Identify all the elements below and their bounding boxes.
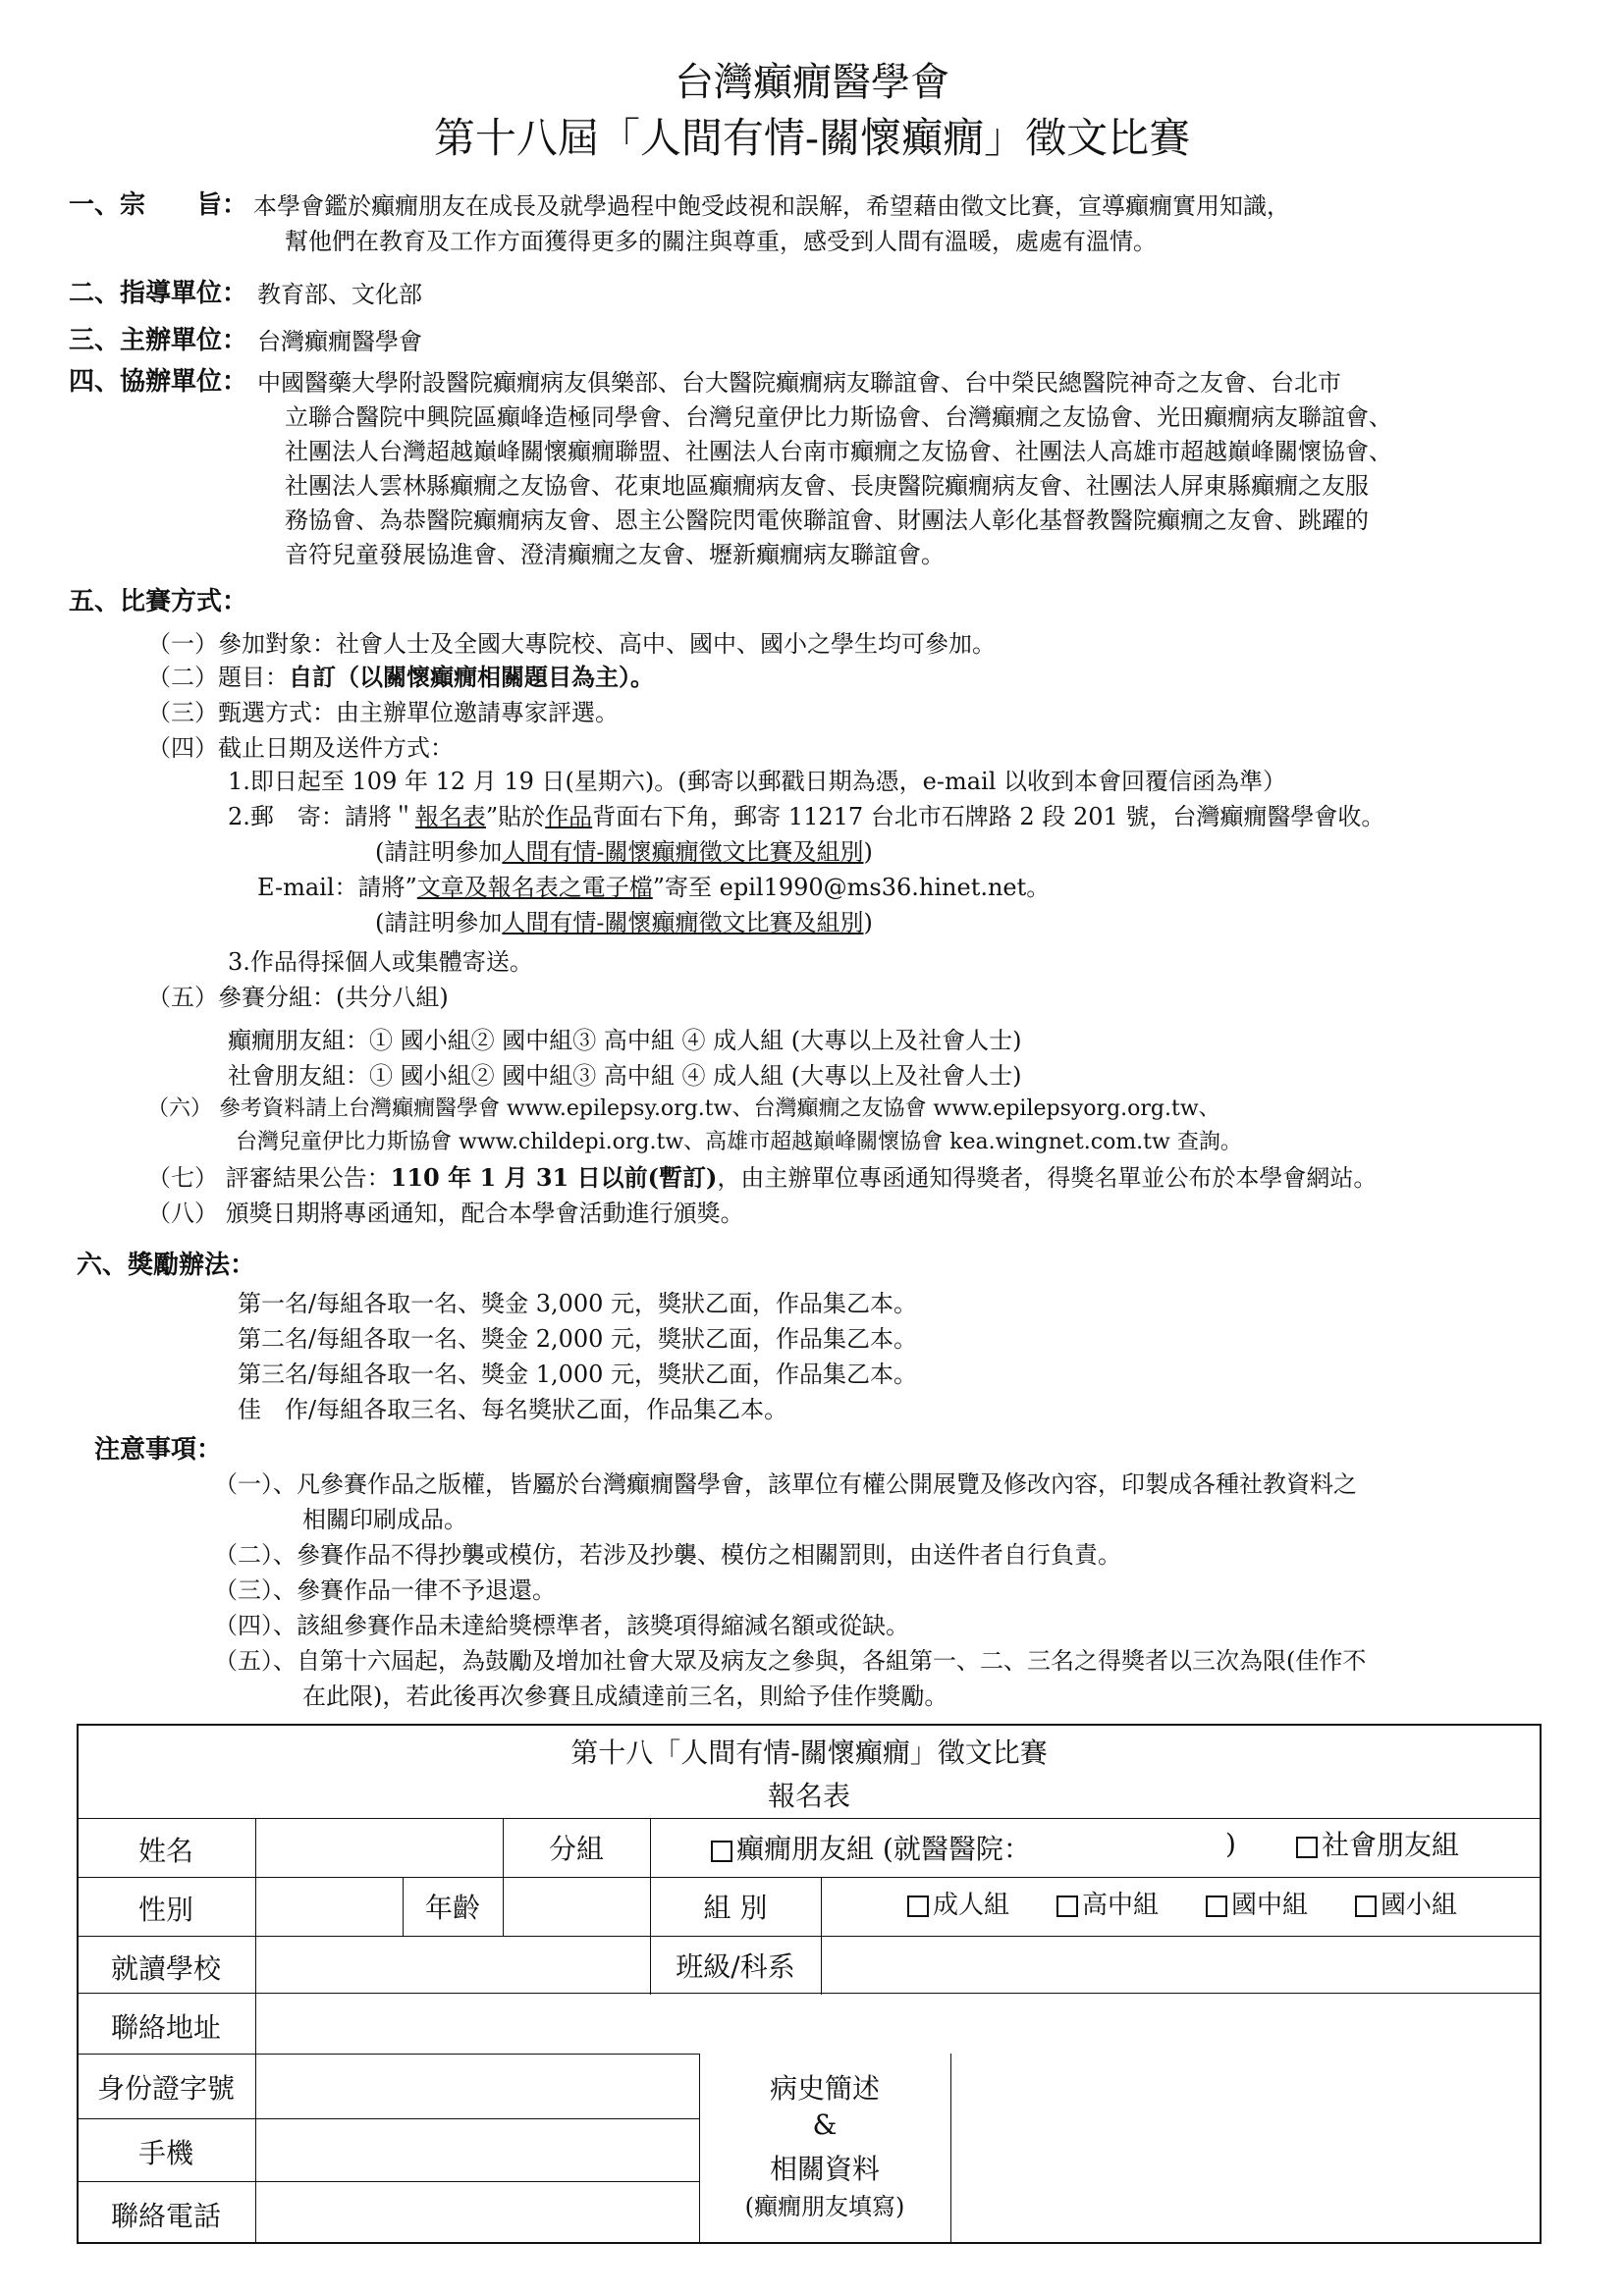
checkbox-icon[interactable]	[1206, 1896, 1227, 1917]
text: 報名表	[414, 803, 486, 830]
address-label: 聯絡地址	[110, 2011, 221, 2044]
text: 國中組	[1231, 1891, 1309, 1920]
phone-label: 聯絡電話	[110, 2200, 221, 2232]
age-label: 年齡	[424, 1892, 480, 1924]
note-item: （一）、凡參賽作品之版權，皆屬於台灣癲癇醫學會，該單位有權公開展覽及修改內容，印製成各種社教資料之	[214, 1470, 1357, 1498]
page-title: 台灣癲癇醫學會	[675, 60, 949, 105]
email-instruction	[257, 868, 1050, 902]
text: 110 年 1 月 31 日以前(暫訂)	[390, 1163, 718, 1192]
section-1-label: 一、宗 旨：	[69, 190, 248, 220]
prize-line: 第三名/每組各取一名、獎金 1,000 元，獎狀乙面，作品集乙本。	[238, 1361, 918, 1388]
checkbox-icon[interactable]	[1296, 1837, 1318, 1858]
co-organizer-line: 社團法人雲林縣癲癇之友協會、花東地區癲癇病友會、長庚醫院癲癇病友會、社團法人屏東縣癲癇之友服	[285, 472, 1369, 500]
deadline-date: 1.即日起至 109 年 12 月 19 日(星期六)。(郵寄以郵戳日期為憑，e-mail 以收到本會回覆信函為準）	[228, 768, 1287, 795]
co-organizer-line: 社團法人台灣超越巔峰關懷癲癇聯盟、社團法人台南市癲癇之友協會、社團法人高雄市超越巔峰關懷協會、	[285, 438, 1392, 465]
reference-links-2: 台灣兒童伊比力斯協會 www.childepi.org.tw、高雄市超越巔峰關懷協會 kea.wingnet.com.tw 查詢。	[236, 1130, 1242, 1154]
text: )	[863, 838, 873, 866]
note-item: 相關印刷成品。	[302, 1506, 467, 1533]
text: 文章及報名表之電子檔	[416, 874, 653, 901]
elementary-option[interactable]	[1355, 1885, 1457, 1921]
topic-value: 自訂（以關懷癲癇相關題目為主）。	[289, 663, 654, 691]
notes-label: 注意事項：	[94, 1435, 223, 1465]
class-label: 班級/科系	[676, 1950, 795, 1983]
text: 2.郵 寄：請將＂	[228, 803, 415, 830]
checkbox-icon[interactable]	[711, 1841, 732, 1862]
adult-option[interactable]	[907, 1885, 1009, 1921]
email-note	[375, 903, 873, 937]
division-label: 組 別	[703, 1892, 768, 1924]
co-organizer-line: 音符兒童發展協進會、澄清癲癇之友會、壢新癲癇病友聯誼會。	[285, 541, 945, 568]
text: 國小組	[1380, 1891, 1458, 1920]
text: ”貼於	[485, 803, 546, 830]
mail-note	[375, 832, 873, 867]
gender-label: 性別	[137, 1894, 193, 1926]
section-4-label: 四、協辦單位：	[69, 367, 248, 397]
text: (請註明參加	[375, 838, 503, 866]
school-label: 就讀學校	[110, 1952, 221, 1985]
section-2-text: 教育部、文化部	[257, 281, 422, 308]
prize-line: 佳 作/每組各取三名、每名獎狀乙面，作品集乙本。	[238, 1396, 788, 1423]
section-3-label: 三、主辦單位：	[69, 326, 248, 355]
prize-line: 第二名/每組各取一名、獎金 2,000 元，獎狀乙面，作品集乙本。	[238, 1325, 918, 1353]
co-organizer-line: 務協會、為恭醫院癲癇病友會、恩主公醫院閃電俠聯誼會、財團法人彰化基督教醫院癲癇之友會、跳躍的	[285, 507, 1369, 534]
name-label: 姓名	[137, 1835, 193, 1867]
section-2-label: 二、指導單位：	[69, 279, 248, 308]
form-subtitle: 報名表	[767, 1780, 850, 1812]
text: （七） 評審結果公告：	[147, 1164, 391, 1192]
co-organizer-line: 中國醫藥大學附設醫院癲癇病友俱樂部、台大醫院癲癇病友聯誼會、台中榮民總醫院神奇之友會、台北市	[257, 369, 1341, 397]
epilepsy-group-option[interactable]	[711, 1828, 1031, 1867]
co-organizer-line: 立聯合醫院中興院區癲峰造極同學會、台灣兒童伊比力斯協會、台灣癲癇之友協會、光田癲癇病友聯誼會、	[285, 403, 1392, 431]
form-title: 第十八「人間有情-關懷癲癇」徵文比賽	[570, 1736, 1048, 1769]
section-5-label: 五、比賽方式：	[69, 587, 248, 616]
page-subtitle: 第十八屆「人間有情-關懷癲癇」徵文比賽	[433, 114, 1191, 162]
mail-instruction	[228, 797, 1384, 831]
text: 作品	[545, 803, 593, 830]
note-item: （三）、參賽作品一律不予退還。	[214, 1576, 556, 1604]
text: 背面右下角，郵寄 11217 台北市石牌路 2 段 201 號，台灣癲癇醫學會收。	[592, 803, 1385, 830]
text: 人間有情-關懷癲癇徵文比賽及組別	[502, 909, 864, 936]
topic	[147, 658, 654, 692]
checkbox-icon[interactable]	[907, 1896, 929, 1917]
eligibility: （一）參加對象：社會人士及全國大專院校、高中、國中、國小之學生均可參加。	[147, 630, 996, 658]
award-ceremony: （八） 頒獎日期將專函通知，配合本學會活動進行頒獎。	[147, 1200, 744, 1227]
note-item: （四）、該組參賽作品未達給獎標準者，該獎項得縮減名額或從缺。	[214, 1612, 909, 1639]
section-6-label: 六、獎勵辦法：	[77, 1251, 256, 1280]
text: 癲癇朋友組 (就醫醫院：	[736, 1833, 1031, 1865]
results-announcement	[147, 1158, 1377, 1193]
selection-method: （三）甄選方式：由主辦單位邀請專家評選。	[147, 699, 619, 726]
id-number-label: 身份證字號	[96, 2072, 235, 2105]
social-group-option[interactable]	[1296, 1824, 1459, 1863]
text: ”寄至 epil1990@ms36.hinet.net。	[652, 874, 1051, 901]
text: 成人組	[933, 1891, 1010, 1920]
reference-links: （六） 參考資料請上台灣癲癇醫學會 www.epilepsy.org.tw、台灣癲癇之友協會 www.epilepsyorg.org.tw、	[147, 1096, 1220, 1121]
note-item: （五）、自第十六屆起，為鼓勵及增加社會大眾及病友之參與，各組第一、二、三名之得獎者以三次為限(佳作不	[214, 1647, 1367, 1675]
submission-note: 3.作品得採個人或集體寄送。	[228, 948, 533, 976]
note-item: 在此限)，若此後再次參賽且成績達前三名，則給予佳作獎勵。	[302, 1682, 948, 1710]
topic-label: （二）題目：	[147, 664, 289, 691]
text: )	[863, 909, 873, 936]
group-label: 分組	[548, 1833, 604, 1865]
section-1-text-2: 幫他們在教育及工作方面獲得更多的關注與尊重，感受到人間有溫暖，處處有溫情。	[285, 228, 1157, 255]
text: ，由主辦單位專函通知得獎者，得獎名單並公布於本學會網站。	[717, 1164, 1378, 1192]
mobile-label: 手機	[137, 2137, 193, 2169]
history-note: (癲癇朋友填寫)	[744, 2193, 905, 2220]
text: (請註明參加	[375, 909, 503, 936]
deadline-heading: （四）截止日期及送件方式：	[147, 734, 454, 762]
senior-option[interactable]	[1056, 1885, 1159, 1921]
junior-option[interactable]	[1206, 1885, 1308, 1921]
checkbox-icon[interactable]	[1355, 1896, 1377, 1917]
note-item: （二）、參賽作品不得抄襲或模仿，若涉及抄襲、模仿之相關罰則，由送件者自行負責。	[214, 1541, 1121, 1569]
text: E-mail：請將”	[257, 874, 417, 901]
history-label: 病史簡述	[769, 2072, 880, 2105]
section-3-text: 台灣癲癇醫學會	[257, 328, 422, 355]
text: 社會朋友組	[1322, 1829, 1460, 1861]
history-label-2: 相關資料	[769, 2153, 880, 2185]
close-paren: )	[1225, 1828, 1236, 1860]
groups-heading: （五）參賽分組：(共分八組)	[147, 984, 449, 1011]
text: 高中組	[1082, 1891, 1160, 1920]
text: 人間有情-關懷癲癇徵文比賽及組別	[502, 838, 864, 866]
section-1-text: 本學會鑑於癲癇朋友在成長及就學過程中飽受歧視和誤解，希望藉由徵文比賽，宣導癲癇實用知識，	[253, 192, 1290, 220]
checkbox-icon[interactable]	[1056, 1896, 1078, 1917]
epilepsy-groups: 癲癇朋友組：① 國小組② 國中組③ 高中組 ④ 成人組 (大專以上及社會人士)	[228, 1027, 1022, 1054]
social-groups: 社會朋友組：① 國小組② 國中組③ 高中組 ④ 成人組 (大專以上及社會人士)	[228, 1062, 1022, 1090]
history-amp: &	[812, 2109, 838, 2141]
prize-line: 第一名/每組各取一名、獎金 3,000 元，獎狀乙面，作品集乙本。	[238, 1290, 918, 1317]
